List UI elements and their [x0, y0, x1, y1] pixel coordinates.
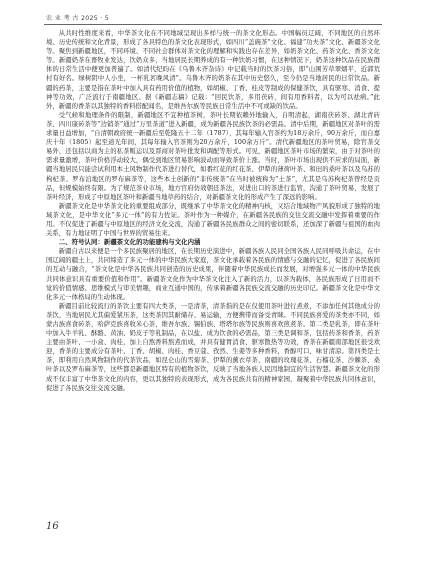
paragraph: 新疆自古以来便是一个多民族聚居的地区，在长期历史演进中，新疆各族人民同全国各族人民同呼吸共命运，在中国辽阔的疆土上，共同缔造了多元一体的中华民族大家庭，茶文化承载着各民族的情感与交融的记忆，促进了各民族间的互动与融合，“茶文化是中华各民族共同创造的历史成果，伴随着中华民族成长而发展，对增强多元一体的中华民族共同体意识具有重要价值和作用”。新疆茶文化作为中华茶文化注入了新的活力，以茶为载体，各民族形成了日用而不觉的价值情感、思维模式与审美情趣，商业互通中国的，传承着新疆各民族交流交融的历史印记。新疆茶文化是中华文化多元一体格局的生动体现。 [46, 248, 380, 301]
section-heading: 二、符号认同：新疆茶文化的功能建构与文化内涵 [58, 238, 201, 247]
article-body [46, 29, 380, 393]
paragraph: 新疆茶文化是中华茶文化的重要组成部分，既继承了中华茶文化的精神内核，又结合地域物产风貌形成了独特的地域茶文化，是中华文化“多元一体”的有力佐证。茶叶作为一种媒介，在新疆各民族的交往交流交融中发挥着重要的作用。不仅促进了新疆与中原地区的经济文化交流，沟通了新疆各民族群众之间的密切联系，还加深了新疆与祖国的血肉关系，有力地证明了中国与世界的贸易往来。 [46, 202, 380, 238]
paragraph: 新疆目前比较流行的茶饮主要有四大类茶，一是清茶，清茶指的是在仅使用茶叶进行煮煮，不添加任何其他成分的茶饮，当地居民尤其偏爱紧压茶，这类茶因其耐储存、易运输，方便携带而备受青睐。不同民族喜爱的茶类亦不同，如蒙古族喜食砖茶，哈萨克族喜收米心茶，维吾尔族、锡伯族、塔塔尔族等民族则喜欢煎煮茶。第二类是乳茶，即在茶叶中加入牛羊乳、酥酪、黄油、奶皮子等乳制品，在以盐、成为饮食的必需品，第三类是调和茶，包括药茶和香茶，药茶主要由茶叶、一小盒、肉桂，加上自熬香料熬煮而成，并具有健胃消食、驱寒散热等功效，香茶在新疆南部地区很受欢迎，香茶的主要成分有茶叶、丁香、胡椒、肉桂、香豆蔻、孜然、生姜等多种香料，香醇可口，味甘清凉。第四类是土茶，即利用自然风物制作的代茶饮品，如昆仑山的雪菊茶、伊犁的薰衣草茶、南疆的玫瑰花茶、石榴花茶、沙棘茶、桑叶茶以及罗布麻茶等，这些都是新疆地区特有的植物茶饮，反映了当地各族人民因地制宜的生活智慧。新疆茶文化的形成不仅丰富了中华茶文化的内容，更以其独特的表现形式，成为各民族共有的精神家园，凝聚着中华民族共同体意识，促进了各民族交往交流交融。 [46, 302, 380, 392]
page-number: 16 [46, 521, 59, 532]
running-header: 农 业 考 古 2025 · 5 [46, 15, 110, 22]
paragraph: 受气候和地理条件的限制，新疆地区不宜种植茶树，茶叶长期依赖外地输入，自明清起，湖南茯砖茶、湖北青砖茶、四川康砖茶等“边销茶”通过“万里茶道”进入新疆，成为新疆各民族饮茶的必需品。清中后期，新疆地区对茶叶的需求量日益增加，“自清朝政府统一新疆后至乾隆五十二年（1787），其每年输入官茶约为18万余斤，90万余斤，而自嘉庆十年（1805）起至道光年间，其每年输入官茶则为20万余斤，100余万斤”。清代新疆地区的茶叶贸易，除官茶交易外，还包括以商为主的私茶贩运以及晋商对茶叶批发和调配等形式。可见，新疆地区茶叶市场的繁荣，由于对茶叶的需求量激增，茶叶价格浮动较大，偶受到地区贸易影响波动而导致茶价上涨。当时，茶叶市场出现供不应求的局面，新疆当地居民只能尝试利用本土风物制作代茶进行替代，如番红花的红花茶、伊犁的薄荷叶茶、和田的桑叶茶以及乌苏的枸杞茶、罗布泊地区的罗布麻茶等，这些本土创新的“非传统茶”在当时被统称为“土茶”，尤其是乌苏枸杞茶曾经是贡品，但规模始终有限。为了规范茶业市场，地方官府仿效朝廷茶法，对进出口的茶进行监管，沟通了茶叶贸易，发展了茶叶经济，形成了中原地区茶叶和新疆当地草药的结合，对新疆茶文化的形成产生了深远的影响。 [46, 111, 380, 201]
header-rule [44, 24, 382, 25]
paragraph: 从共时性维度来看，中华茶文化在不同地域呈现出多样与统一的茶文化形态。中国幅员辽阔，不同地区的自然环境、历史传统和文化背景，形成了各具特色的茶文化表现形式，如四川“盖碗茶”文化、福建“功夫茶”文化、新疆茶文化等。聚焦到新疆地区，不同环境、不同社会群体对茶文化的理解和实践也存在差异，如奶茶文化、药茶文化、香茶文化等。新疆奶茶在畜牧业发达，饮奶众多，当地居民长期养成的有一种饮奶习惯，在这种情况下，奶茶这种饮品在民族群体的日常生活中便更加普遍了。如清代纪昀在《乌鲁木齐杂诗》中记载当时的饮茶习俗，即“山围芳草翠烟平，近郭荒村有好名。绿树阴中人小坐，一杯乳茗晚风清”。乌鲁木齐的奶茶在其中历史悠久，至今仍是当地居民的日常饮品。新疆的药茶，主要是指在茶叶中加入具有药用价值的植物，如胡椒、丁香、桂皮等制成的保健茶饮，具有驱寒、消食、提神等功效，广泛流行于南疆地区。据《新疆志稿》记载：“回民饮茶，多用茯砖，间有用香料者，以为可以祛病。”此外，新疆的香茶以其独特的香料搭配闻名，是维吾尔族等民族日常生活中不可或缺的饮品。 [46, 30, 380, 110]
